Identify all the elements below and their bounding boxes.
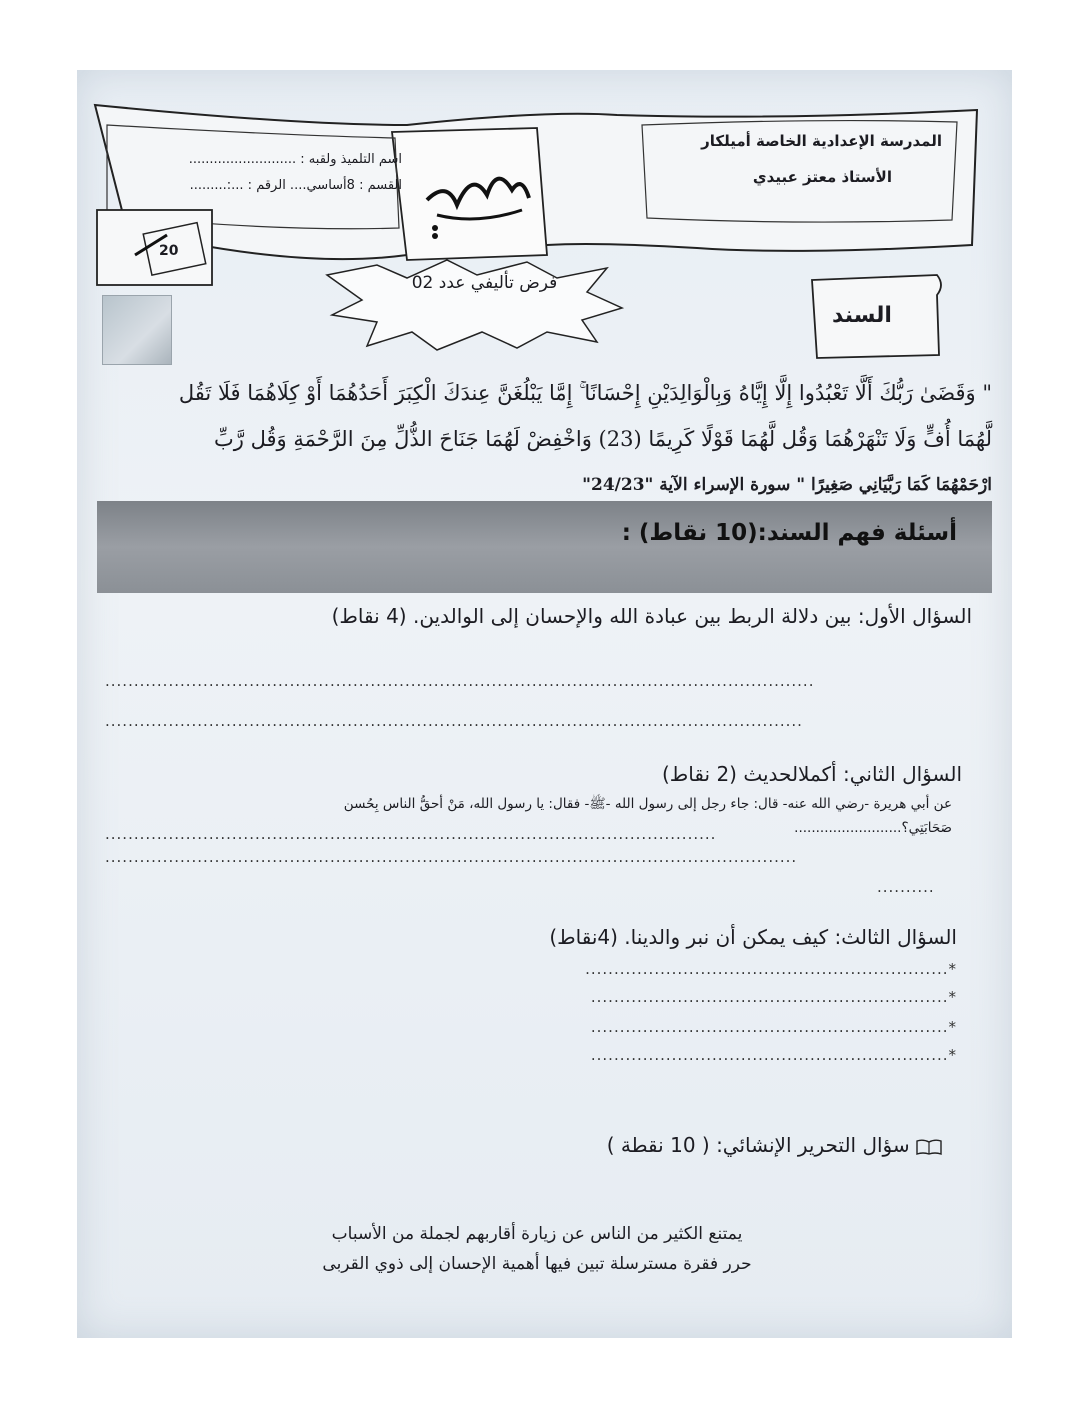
- exam-sheet: [77, 70, 1012, 1338]
- basmala-calligraphy-icon: [417, 150, 537, 240]
- answer-line[interactable]: *...............................................................: [585, 960, 957, 978]
- question-3: السؤال الثالث: كيف يمكن أن نبر والدينا. (4نقاط): [549, 925, 957, 949]
- teacher-name: الأستاذ معتز عبيدي: [752, 168, 892, 186]
- verse-line-2: لَّهُمَا أُفٍّ وَلَا تَنْهَرْهُمَا وَقُل لَّهُمَا قَوْلًا كَرِيمًا (23) وَاخْفِضْ لَهُمَا جَنَاحَ الذُّلِّ مِنَ الرَّحْمَةِ وَقُل رَّبِّ: [213, 427, 992, 451]
- answer-line[interactable]: ...........................................................................................................................: [105, 672, 815, 690]
- hadith-line-2: صَحَابَتِي؟.........................: [794, 820, 952, 836]
- essay-prompt-line-1: يمتنع الكثير من الناس عن زيارة أقاربهم لجملة من الأسباب: [331, 1224, 743, 1244]
- verse-line-1: " وَقَضَىٰ رَبُّكَ أَلَّا تَعْبُدُوا إِلَّا إِيَّاهُ وَبِالْوَالِدَيْنِ إِحْسَانًا ۚ إِمَّا يَبْلُغَنَّ عِندَكَ الْكِبَرَ أَحَدُهُمَا أَوْ كِلَاهُمَا فَلَا تَقُل: [178, 381, 992, 405]
- answer-line[interactable]: *..............................................................: [590, 1018, 957, 1036]
- book-icon: [916, 1139, 942, 1155]
- grade-total: 20: [159, 243, 179, 259]
- sanad-label: السند: [832, 303, 892, 328]
- hadith-line-1: عن أبي هريرة -رضي الله عنه- قال: جاء رجل إلى رسول الله -ﷺ- فقال: يا رسول الله، مَنْ أحقُّ الناس بِحُسن: [343, 796, 952, 812]
- question-2: السؤال الثاني: أكملالحديث (2 نقاط): [662, 762, 962, 786]
- answer-line[interactable]: ..........................................................................................................: [105, 825, 717, 843]
- essay-prompt-line-2: حرر فقرة مسترسلة تبين فيها أهمية الإحسان إلى ذوي القربى: [322, 1254, 752, 1274]
- class-field[interactable]: القسم : 8أساسي.... الرقم : ...:.........: [189, 178, 402, 193]
- header-banner: [77, 70, 1012, 380]
- essay-question: [512, 1133, 942, 1157]
- answer-line[interactable]: .........................................................................................................................: [105, 712, 803, 730]
- school-name: المدرسة الإعدادية الخاصة أميلكار: [701, 132, 942, 150]
- essay-label: سؤال التحرير الإنشائي: ( 10 نقطة ): [606, 1133, 910, 1157]
- exam-title: فرض تأليفي عدد 02: [411, 273, 558, 293]
- comprehension-title: أسئلة فهم السند:(10 نقاط) :: [621, 520, 957, 546]
- verse-line-3: ارْحَمْهُمَا كَمَا رَبَّيَانِي صَغِيرًا " سورة الإسراء الآية "24/23": [582, 475, 992, 495]
- answer-line[interactable]: *..............................................................: [590, 1046, 957, 1064]
- quran-verse: [102, 370, 992, 508]
- answer-line[interactable]: *..............................................................: [590, 988, 957, 1006]
- section-band: [97, 501, 992, 593]
- answer-line[interactable]: ........................................................................................................................: [105, 848, 798, 866]
- portrait-image: [102, 295, 172, 365]
- question-1: السؤال الأول: بين دلالة الربط بين عبادة الله والإحسان إلى الوالدين. (4 نقاط): [331, 604, 972, 628]
- answer-line[interactable]: ..........: [877, 878, 935, 896]
- student-name-field[interactable]: اسم التلميذ ولقبه : ..........................: [188, 152, 402, 167]
